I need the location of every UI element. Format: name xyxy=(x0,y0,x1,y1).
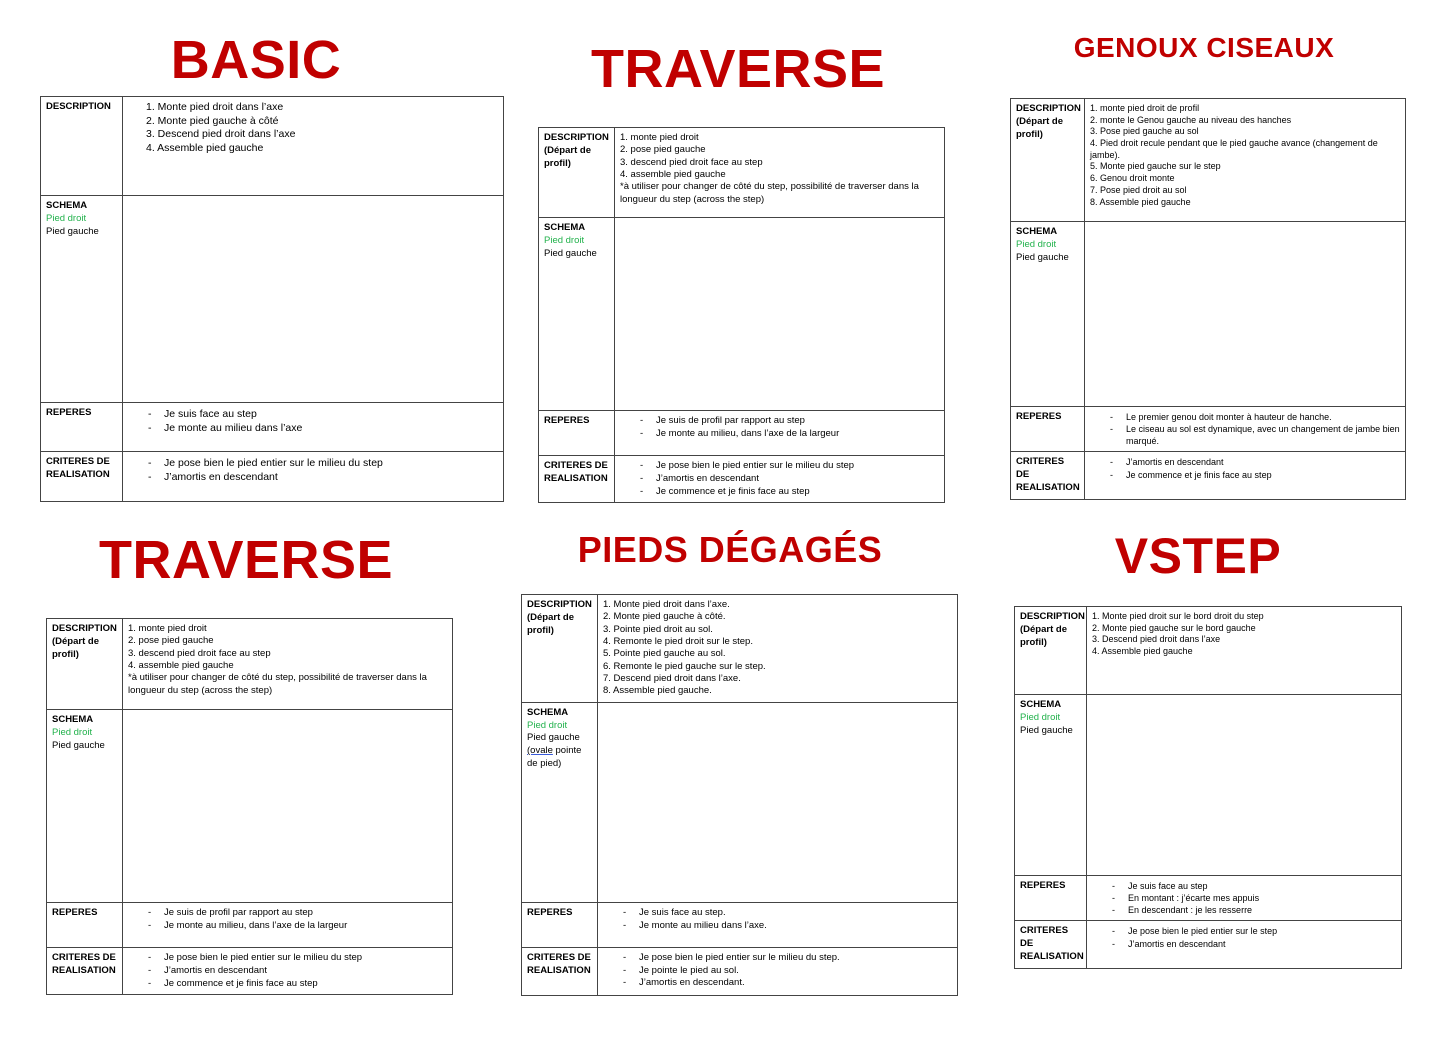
description-list xyxy=(620,132,939,181)
legend-pied-droit: Pied droit xyxy=(52,726,93,738)
description-item: 3. Descend pied droit dans l’axe xyxy=(146,128,296,141)
criteres-label: CRITERES DE REALISATION xyxy=(522,947,598,995)
criteres-item: - J’amortis en descendant. xyxy=(623,977,952,990)
reperes-label: REPERES xyxy=(1015,876,1087,921)
description-item: 8. Assemble pied gauche. xyxy=(603,685,712,697)
description-item: 8. Assemble pied gauche xyxy=(1090,196,1191,207)
reperes-item: - Je monte au milieu, dans l’axe de la largeur xyxy=(640,428,939,441)
card-traverse-bottom xyxy=(46,618,453,995)
schema-label-cell xyxy=(1011,222,1085,407)
reperes-item: - Je monte au milieu dans l’axe xyxy=(148,421,498,435)
reperes-item: - Je monte au milieu, dans l’axe de la largeur xyxy=(148,920,447,933)
depart-label: (Départ de profil) xyxy=(52,635,99,660)
criteres-item: - J’amortis en descendant xyxy=(1110,456,1400,468)
criteres-label: CRITERES DE REALISATION xyxy=(539,456,615,503)
reperes-list xyxy=(1090,411,1400,447)
card-basic xyxy=(40,96,504,502)
description-item: 1. monte pied droit xyxy=(620,132,699,143)
description-item: 7. Pose pied droit au sol xyxy=(1090,184,1187,195)
legend-pied-droit: Pied droit xyxy=(544,234,585,246)
card-vstep xyxy=(1014,606,1402,969)
legend-pied-gauche: Pied gauche xyxy=(1016,251,1069,263)
criteres-list xyxy=(128,456,498,484)
description-item: 1. monte pied droit de profil xyxy=(1090,103,1200,113)
description-item: 6. Genou droit monte xyxy=(1090,173,1175,184)
description-label: DESCRIPTION xyxy=(1016,103,1081,114)
description-item: 4. Assemble pied gauche xyxy=(1092,646,1193,657)
schema-label-cell xyxy=(522,702,598,902)
reperes-list xyxy=(128,407,498,435)
reperes-item: - Je suis face au step. xyxy=(623,907,952,920)
criteres-item: - J’amortis en descendant xyxy=(148,470,498,484)
description-label: DESCRIPTION xyxy=(544,132,609,143)
schema-label: SCHEMA xyxy=(1016,226,1058,237)
description-item: 1. monte pied droit xyxy=(128,623,207,634)
schema-label-cell xyxy=(41,196,123,403)
card-genoux-ciseaux xyxy=(1010,98,1406,500)
schema-label: SCHEMA xyxy=(544,222,586,233)
reperes-label: REPERES xyxy=(1011,407,1085,452)
description-item: 2. pose pied gauche xyxy=(620,144,706,156)
criteres-item: - Je pose bien le pied entier sur le milieu du step xyxy=(148,952,447,965)
reperes-list xyxy=(603,907,952,933)
card-title-pieds-degages: PIEDS DÉGAGÉS xyxy=(577,529,883,570)
criteres-label: CRITERES DE REALISATION xyxy=(1015,921,1087,968)
reperes-list xyxy=(128,907,447,933)
legend-pied-gauche: Pied gauche xyxy=(52,739,105,751)
description-item: 3. Pose pied gauche au sol xyxy=(1090,126,1199,137)
description-label-cell xyxy=(47,619,123,710)
description-item: 3. descend pied droit face au step xyxy=(128,647,271,659)
description-item: 3. Descend pied droit dans l’axe xyxy=(1092,634,1221,645)
usage-note: *à utiliser pour changer de côté du step, possibilité de traverser dans la longueur du step (across the step) xyxy=(128,672,427,696)
reperes-label: REPERES xyxy=(539,411,615,456)
criteres-item: - Je commence et je finis face au step xyxy=(148,978,447,991)
description-item: 2. Monte pied gauche à côté xyxy=(146,114,279,127)
criteres-item: - J’amortis en descendant xyxy=(640,473,939,486)
criteres-item: - Je pointe le pied au sol. xyxy=(623,965,952,978)
reperes-label: REPERES xyxy=(41,403,123,452)
reperes-item: - En descendant : je les resserre xyxy=(1112,904,1396,916)
description-item: 2. Monte pied gauche sur le bord gauche xyxy=(1092,622,1256,633)
reperes-label: REPERES xyxy=(47,903,123,948)
description-item: 4. Pied droit recule pendant que le pied gauche avance (changement de jambe). xyxy=(1090,138,1378,160)
description-item: 7. Descend pied droit dans l’axe. xyxy=(603,673,741,685)
criteres-item: - Je commence et je finis face au step xyxy=(1110,469,1400,481)
description-item: 4. assemble pied gauche xyxy=(620,169,726,181)
reperes-item: - Je suis de profil par rapport au step xyxy=(640,415,939,428)
depart-label: (Départ de profil) xyxy=(1020,623,1067,648)
depart-label: (Départ de profil) xyxy=(544,144,591,169)
reperes-item: - En montant : j’écarte mes appuis xyxy=(1112,892,1396,904)
schema-label: SCHEMA xyxy=(46,200,88,211)
description-label-cell xyxy=(539,128,615,218)
description-label-cell xyxy=(1015,607,1087,695)
criteres-list xyxy=(1092,925,1396,949)
description-list xyxy=(1090,103,1400,208)
legend-pied-gauche: Pied gauche xyxy=(527,732,580,744)
description-item: 1. Monte pied droit sur le bord droit du step xyxy=(1092,611,1264,621)
description-label: DESCRIPTION xyxy=(1020,611,1085,622)
reperes-list xyxy=(620,415,939,441)
description-item: 3. descend pied droit face au step xyxy=(620,156,763,168)
schema-label: SCHEMA xyxy=(527,706,569,718)
description-item: 6. Remonte le pied gauche sur le step. xyxy=(603,660,766,672)
schema-label: SCHEMA xyxy=(1020,699,1062,710)
description-label: DESCRIPTION xyxy=(52,623,117,634)
criteres-list xyxy=(603,952,952,990)
schema-label-cell xyxy=(47,710,123,903)
card-title-basic: BASIC xyxy=(170,30,342,90)
description-list xyxy=(128,623,447,672)
reperes-label: REPERES xyxy=(522,902,598,947)
ovale-word: (ovale xyxy=(527,745,553,757)
description-label-cell xyxy=(522,595,598,703)
criteres-list xyxy=(128,952,447,990)
description-item: 5. Pointe pied gauche au sol. xyxy=(603,648,726,660)
depart-label: (Départ de profil) xyxy=(1016,115,1063,140)
criteres-item: - Je pose bien le pied entier sur le step xyxy=(1112,925,1396,937)
criteres-label: CRITERES DE REALISATION xyxy=(47,948,123,995)
description-item: 2. pose pied gauche xyxy=(128,635,214,647)
reperes-item: - Le premier genou doit monter à hauteur de hanche. xyxy=(1110,411,1400,423)
card-traverse-top xyxy=(538,127,945,503)
description-item: 4. assemble pied gauche xyxy=(128,660,234,672)
description-label-cell xyxy=(1011,99,1085,222)
reperes-item: - Je monte au milieu dans l’axe. xyxy=(623,920,952,933)
description-item: 3. Pointe pied droit au sol. xyxy=(603,623,713,635)
schema-label-cell xyxy=(1015,695,1087,876)
description-item: 2. monte le Genou gauche au niveau des hanches xyxy=(1090,114,1292,125)
card-title-traverse-top: TRAVERSE xyxy=(590,39,886,99)
description-list xyxy=(1092,611,1396,658)
description-list xyxy=(603,599,952,698)
reperes-list xyxy=(1092,880,1396,916)
legend-pied-gauche: Pied gauche xyxy=(46,225,99,237)
ovale-rest: pointe de pied) xyxy=(527,745,582,769)
criteres-item: - J’amortis en descendant xyxy=(1112,938,1396,950)
legend-ovale-note xyxy=(527,745,592,771)
description-label: DESCRIPTION xyxy=(527,599,592,610)
reperes-item: - Je suis face au step xyxy=(148,407,498,421)
criteres-item: - Je commence et je finis face au step xyxy=(640,486,939,499)
description-item: 4. Remonte le pied droit sur le step. xyxy=(603,636,753,648)
description-item: 2. Monte pied gauche à côté. xyxy=(603,611,726,623)
reperes-item: - Je suis face au step xyxy=(1112,880,1396,892)
description-item: 1. Monte pied droit dans l’axe xyxy=(146,101,284,113)
criteres-item: - Je pose bien le pied entier sur le milieu du step. xyxy=(623,952,952,965)
description-item: 1. Monte pied droit dans l’axe. xyxy=(603,599,730,610)
schema-label-cell xyxy=(539,218,615,411)
usage-note: *à utiliser pour changer de côté du step, possibilité de traverser dans la longueur du step (across the step) xyxy=(620,181,919,205)
criteres-item: - Je pose bien le pied entier sur le milieu du step xyxy=(148,456,498,470)
reperes-item: - Le ciseau au sol est dynamique, avec un changement de jambe bien marqué. xyxy=(1110,423,1400,447)
legend-pied-droit: Pied droit xyxy=(527,719,568,731)
description-list xyxy=(128,101,498,156)
criteres-item: - Je pose bien le pied entier sur le milieu du step xyxy=(640,460,939,473)
description-label: DESCRIPTION xyxy=(41,97,123,196)
card-pieds-degages xyxy=(521,594,958,996)
reperes-item: - Je suis de profil par rapport au step xyxy=(148,907,447,920)
legend-pied-droit: Pied droit xyxy=(1016,238,1057,250)
criteres-list xyxy=(620,460,939,498)
card-title-traverse-bottom: TRAVERSE xyxy=(98,530,394,590)
legend-pied-droit: Pied droit xyxy=(1020,711,1061,723)
criteres-item: - J’amortis en descendant xyxy=(148,965,447,978)
depart-label: (Départ de profil) xyxy=(527,611,574,636)
card-title-vstep: VSTEP xyxy=(1114,528,1282,584)
criteres-list xyxy=(1090,456,1400,480)
legend-pied-droit: Pied droit xyxy=(46,212,87,224)
schema-label: SCHEMA xyxy=(52,714,94,725)
card-title-genoux-ciseaux: GENOUX CISEAUX xyxy=(1073,32,1335,63)
description-item: 5. Monte pied gauche sur le step xyxy=(1090,161,1221,172)
description-item: 4. Assemble pied gauche xyxy=(146,141,264,154)
legend-pied-gauche: Pied gauche xyxy=(544,247,597,259)
criteres-label: CRITERES DE REALISATION xyxy=(41,452,123,502)
legend-pied-gauche: Pied gauche xyxy=(1020,724,1073,736)
criteres-label: CRITERES DE REALISATION xyxy=(1011,452,1085,499)
